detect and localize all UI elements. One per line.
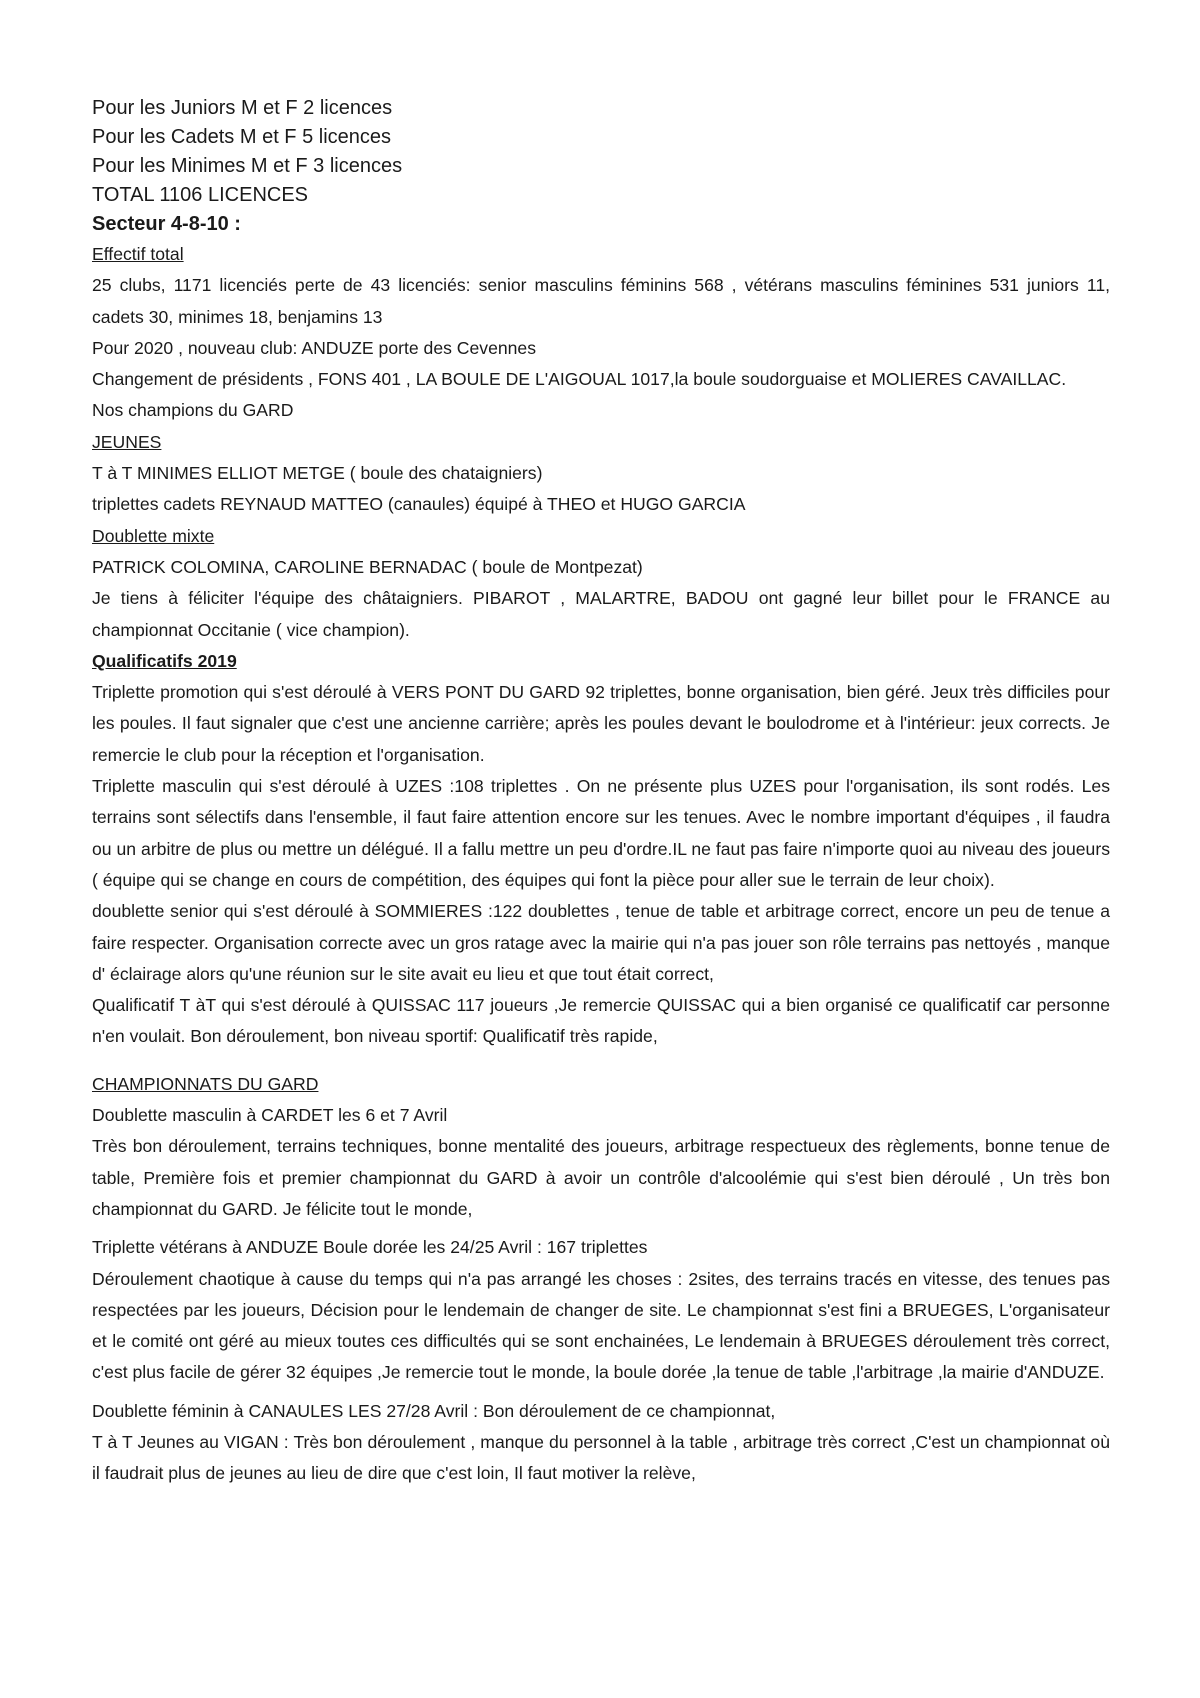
licence-line-cadets: Pour les Cadets M et F 5 licences bbox=[92, 126, 392, 148]
qualificatif-paragraph-uzes: Triplette masculin qui s'est déroulé à UZES :108 triplettes . On ne présente plus UZES pour l'organisation, ils sont rodés. Les terrains sont sélectifs dans l'ensemble, il faut faire attention encore sur les tenues. Avec le nombre important d'équipes , il faudra ou un arbitre de plus ou mettre un délégué. Il a fallu mettre un peu d'ordre.IL ne faut pas faire n'importe quoi au niveau des joueurs ( équipe qui se change en cours de compétition, des équipes qui font la pièce pour aller sue le terrain de leur choix). bbox=[92, 776, 1110, 890]
champions-heading: Nos champions du GARD bbox=[92, 400, 294, 421]
document-page bbox=[92, 94, 1110, 1490]
licence-total: TOTAL 1106 LICENCES bbox=[92, 184, 309, 206]
felicitations-paragraph: Je tiens à féliciter l'équipe des châtaigniers. PIBAROT , MALARTRE, BADOU ont gagné leur billet pour le FRANCE au championnat Occitanie ( vice champion). bbox=[92, 588, 1110, 640]
canaules-line: Doublette féminin à CANAULES LES 27/28 Avril : Bon déroulement de ce championnat, bbox=[92, 1400, 776, 1421]
effectif-heading: Effectif total bbox=[92, 244, 184, 264]
doublette-mixte-heading: Doublette mixte bbox=[92, 525, 215, 546]
jeunes-heading: JEUNES bbox=[92, 431, 162, 452]
nouveau-club-line: Pour 2020 , nouveau club: ANDUZE porte des Cevennes bbox=[92, 337, 537, 358]
anduze-paragraph: Déroulement chaotique à cause du temps qui n'a pas arrangé les choses : 2sites, des terrains tracés en vitesse, des tenues pas respectées par les joueurs, Décision pour le lendemain de changer de site. Le championnat s'est fini a BRUEGES, L'organisateur et le comité ont géré au mieux toutes ces difficultés qui se sont enchainées, Le lendemain à BRUEGES déroulement très correct, c'est plus facile de gérer 32 équipes ,Je remercie tout le monde, la boule dorée ,la tenue de table ,l'arbitrage ,la mairie d'ANDUZE. bbox=[92, 1268, 1110, 1383]
qualificatif-paragraph-sommieres: doublette senior qui s'est déroulé à SOMMIERES :122 doublettes , tenue de table et arbitrage correct, encore un peu de tenue a faire respecter. Organisation correcte avec un gros ratage avec la mairie qui n'a pas jouer son rôle terrains pas nettoyés , manque d' éclairage alors qu'une réunion sur le site avait eu lieu et que tout était correct, bbox=[92, 901, 1110, 984]
doublette-mixte-line: PATRICK COLOMINA, CAROLINE BERNADAC ( boule de Montpezat) bbox=[92, 556, 643, 577]
championnats-heading: CHAMPIONNATS DU GARD bbox=[92, 1073, 319, 1094]
anduze-heading: Triplette vétérans à ANDUZE Boule dorée les 24/25 Avril : 167 triplettes bbox=[92, 1237, 648, 1258]
secteur-heading: Secteur 4-8-10 : bbox=[92, 213, 241, 235]
jeunes-cadets-line: triplettes cadets REYNAUD MATTEO (canaules) équipé à THEO et HUGO GARCIA bbox=[92, 494, 746, 515]
qualificatif-paragraph-promotion: Triplette promotion qui s'est déroulé à VERS PONT DU GARD 92 triplettes, bonne organisation, bien géré. Jeux très difficiles pour les poules. Il faut signaler que c'est une ancienne carrière; après les poules devant le boulodrome et à l'intérieur: jeux corrects. Je remercie le club pour la réception et l'organisation. bbox=[92, 682, 1110, 765]
qualificatifs-heading: Qualificatifs 2019 bbox=[92, 650, 237, 671]
cardet-heading: Doublette masculin à CARDET les 6 et 7 Avril bbox=[92, 1105, 448, 1126]
qualificatif-paragraph-quissac: Qualificatif T àT qui s'est déroulé à QUISSAC 117 joueurs ,Je remercie QUISSAC qui a bien organisé ce qualificatif car personne n'en voulait. Bon déroulement, bon niveau sportif: Qualificatif très rapide, bbox=[92, 995, 1110, 1047]
changement-paragraph: Changement de présidents , FONS 401 , LA BOULE DE L'AIGOUAL 1017,la boule soudorguaise et MOLIERES CAVAILLAC. bbox=[92, 369, 1067, 390]
cardet-paragraph: Très bon déroulement, terrains techniques, bonne mentalité des joueurs, arbitrage respectueux des règlements, bonne tenue de table, Première fois et premier championnat du GARD à avoir un contrôle d'alcoolémie qui s'est bien déroulé , Un très bon championnat du GARD. Je félicite tout le monde, bbox=[92, 1136, 1110, 1219]
vigan-paragraph: T à T Jeunes au VIGAN : Très bon déroulement , manque du personnel à la table , arbitrage très correct ,C'est un championnat où il faudrait plus de jeunes au lieu de dire que c'est loin, Il faut motiver la relève, bbox=[92, 1431, 1110, 1484]
licence-line-juniors: Pour les Juniors M et F 2 licences bbox=[92, 97, 393, 119]
licence-line-minimes: Pour les Minimes M et F 3 licences bbox=[92, 155, 403, 177]
jeunes-minimes-line: T à T MINIMES ELLIOT METGE ( boule des chataigniers) bbox=[92, 463, 543, 484]
effectif-paragraph: 25 clubs, 1171 licenciés perte de 43 licenciés: senior masculins féminins 568 , vétérans masculins féminines 531 juniors 11, cadets 30, minimes 18, benjamins 13 bbox=[92, 275, 1110, 327]
